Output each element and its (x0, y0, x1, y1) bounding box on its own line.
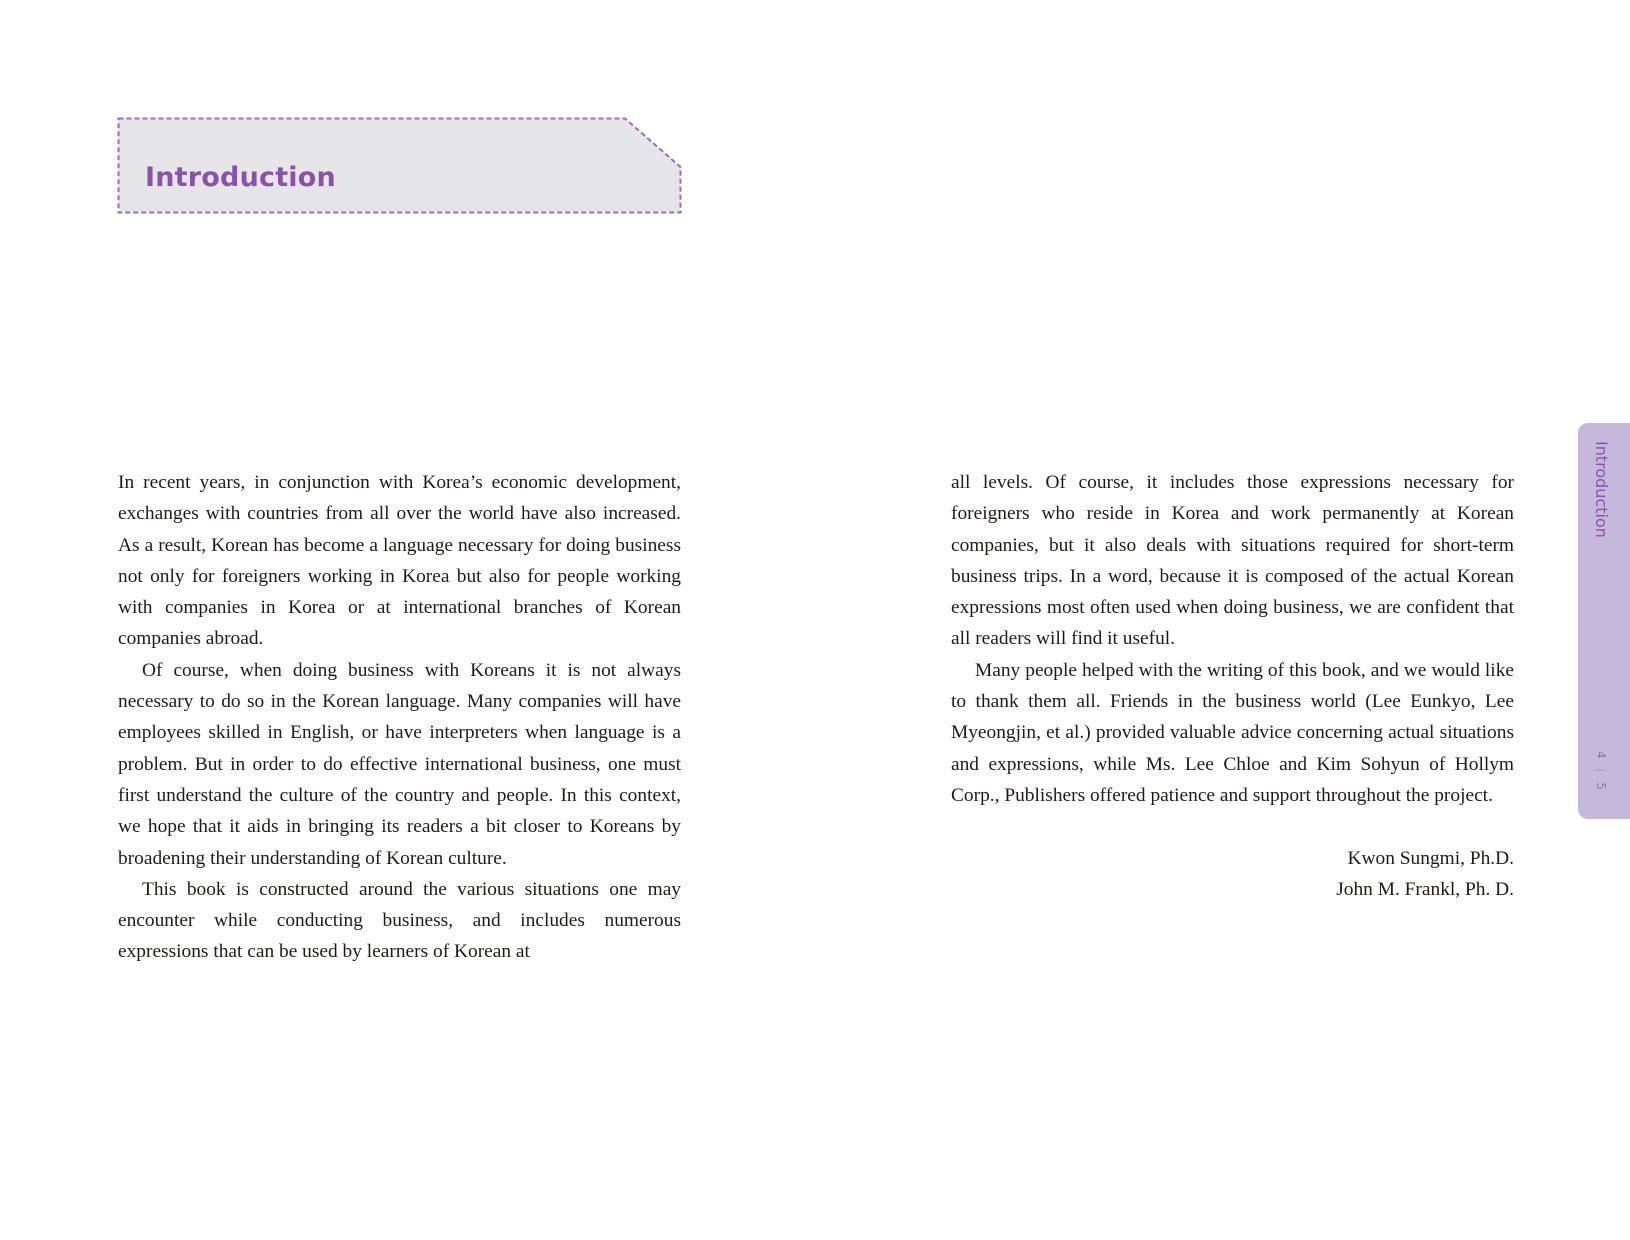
paragraph: Of course, when doing business with Koreans it is not always necessary to do so in the Korean language. Many companies will have employees skilled in English, or have interpreters when language is a problem. But in order to do effective international business, one must first understand the culture of the country and people. In this context, we hope that it aids in bringing its readers a bit closer to Koreans by broadening their understanding of Korean culture. (118, 659, 681, 869)
left-text-column (118, 467, 681, 968)
right-text-column (951, 467, 1514, 905)
paragraph: This book is constructed around the various situations one may encounter while conducting business, and includes numerous expressions that can be used by learners of Korean at (118, 878, 681, 963)
paragraph: all levels. Of course, it includes those expressions necessary for foreigners who reside in Korea and work permanently at Korean companies, but it also deals with situations required for short-term business trips. In a word, because it is composed of the actual Korean expressions most often used when doing business, we are confident that all readers will find it useful. (951, 472, 1514, 650)
page-title: Introduction (145, 162, 336, 193)
page-number-left: 4 (1594, 751, 1608, 759)
side-tab-label: Introduction (1592, 441, 1611, 538)
chapter-title-box (117, 117, 682, 214)
author-name: Kwon Sungmi, Ph.D. (1347, 847, 1514, 869)
paragraph: Many people helped with the writing of this book, and we would like to thank them all. Friends in the business world (Lee Eunkyo, Lee Myeongjin, et al.) provided valuable advice concerning actual situations and expressions, while Ms. Lee Chloe and Kim Sohyun of Hollym Corp., Publishers offered patience and support throughout the project. (951, 659, 1514, 806)
page-number-separator: | (1594, 768, 1608, 773)
paragraph: In recent years, in conjunction with Korea’s economic development, exchanges with countries from all over the world have also increased. As a result, Korean has become a language necessary for doing business not only for foreigners working in Korea but also for people working with companies in Korea or at international branches of Korean companies abroad. (118, 472, 681, 650)
page-numbers (1594, 751, 1608, 790)
author-signatures (951, 843, 1514, 906)
page-number-right: 5 (1594, 782, 1608, 790)
author-name: John M. Frankl, Ph. D. (1336, 878, 1514, 900)
chapter-side-tab (1578, 423, 1630, 819)
